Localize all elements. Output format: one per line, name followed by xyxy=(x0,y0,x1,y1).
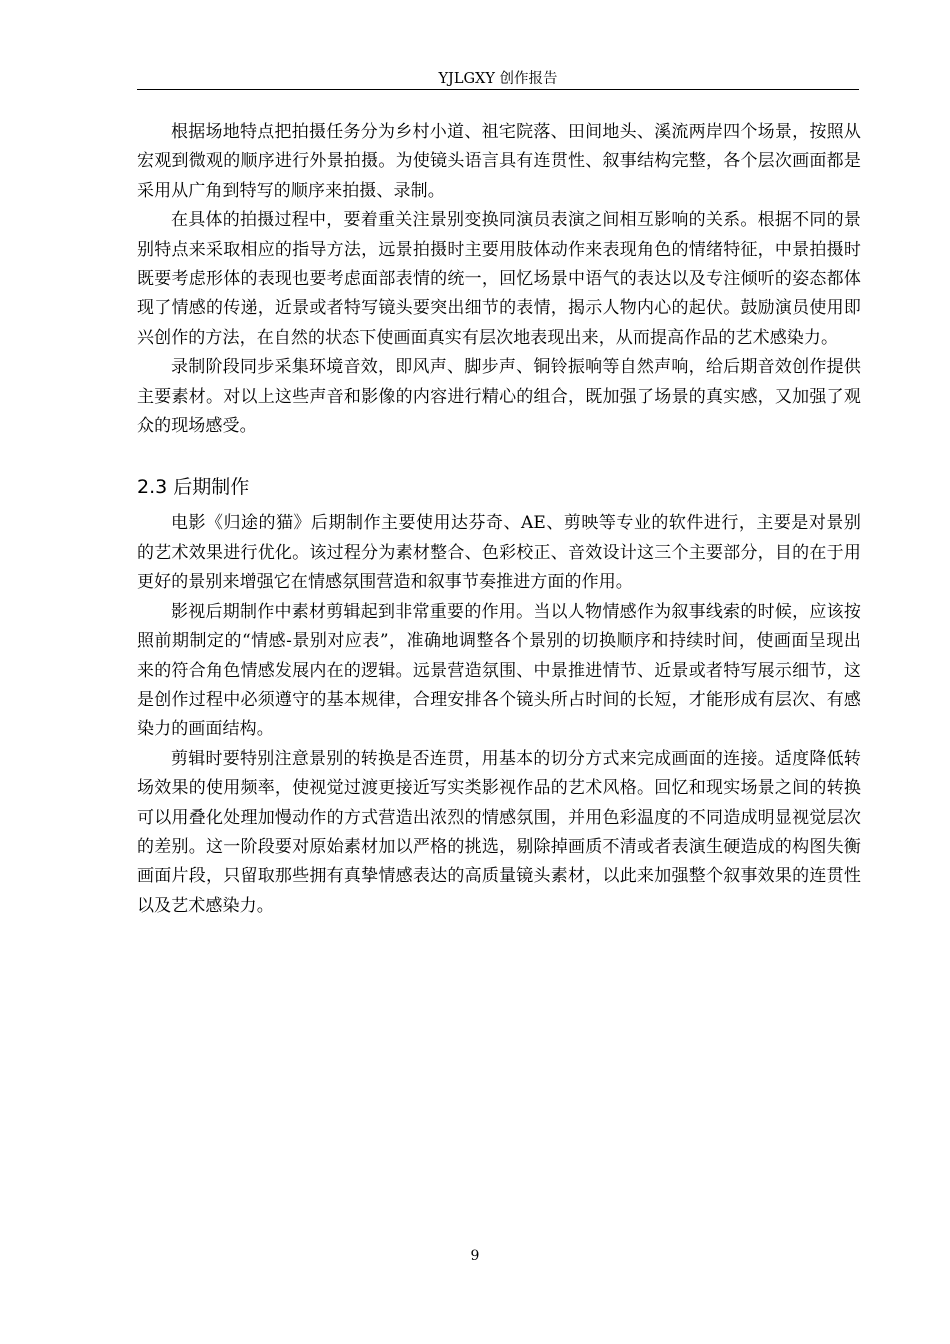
paragraph: 剪辑时要特别注意景别的转换是否连贯，用基本的切分方式来完成画面的连接。适度降低转场效果的使用频率，使视觉过渡更接近写实类影视作品的艺术风格。回忆和现实场景之间的转换可以用叠化处理加慢动作的方式营造出浓烈的情感氛围，并用色彩温度的不同造成明显视觉层次的差别。这一阶段要对原始素材加以严格的挑选，剔除掉画质不清或者表演生硬造成的构图失衡画面片段，只留取那些拥有真挚情感表达的高质量镜头素材，以此来加强整个叙事效果的连贯性以及艺术感染力。 xyxy=(137,748,861,916)
header-rule xyxy=(137,89,859,90)
paragraph: 在具体的拍摄过程中，要着重关注景别变换同演员表演之间相互影响的关系。根据不同的景别特点来采取相应的指导方法，远景拍摄时主要用肢体动作来表现角色的情绪特征，中景拍摄时既要考虑形体的表现也要考虑面部表情的统一，回忆场景中语气的表达以及专注倾听的姿态都体现了情感的传递，近景或者特写镜头要突出细节的表情，揭示人物内心的起伏。鼓励演员使用即兴创作的方法，在自然的状态下使画面真实有层次地表现出来，从而提高作品的艺术感染力。 xyxy=(137,210,861,348)
page-number: 9 xyxy=(470,1248,480,1264)
section-heading: 2.3 后期制作 xyxy=(137,476,250,499)
paragraph: 影视后期制作中素材剪辑起到非常重要的作用。当以人物情感作为叙事线索的时候，应该按照前期制定的“情感-景别对应表”，准确地调整各个景别的切换顺序和持续时间，使画面呈现出来的符合角色情感发展内在的逻辑。远景营造氛围、中景推进情节、近景或者特写展示细节，这是创作过程中必须遵守的基本规律，合理安排各个镜头所占时间的长短，才能形成有层次、有感染力的画面结构。 xyxy=(137,601,861,740)
paragraph: 录制阶段同步采集环境音效，即风声、脚步声、铜铃振响等自然声响，给后期音效创作提供主要素材。对以上这些声音和影像的内容进行精心的组合，既加强了场景的真实感，又加强了观众的现场感受。 xyxy=(137,357,861,437)
running-header: YJLGXY 创作报告 xyxy=(438,71,558,87)
document-body xyxy=(137,118,861,921)
paragraph: 电影《归途的猫》后期制作主要使用达芬奇、AE、剪映等专业的软件进行，主要是对景别的艺术效果进行优化。该过程分为素材整合、色彩校正、音效设计这三个主要部分，目的在于用更好的景别来增强它在情感氛围营造和叙事节奏推进方面的作用。 xyxy=(137,513,861,593)
paragraph: 根据场地特点把拍摄任务分为乡村小道、祖宅院落、田间地头、溪流两岸四个场景，按照从宏观到微观的顺序进行外景拍摄。为使镜头语言具有连贯性、叙事结构完整，各个层次画面都是采用从广角到特写的顺序来拍摄、录制。 xyxy=(137,122,861,201)
